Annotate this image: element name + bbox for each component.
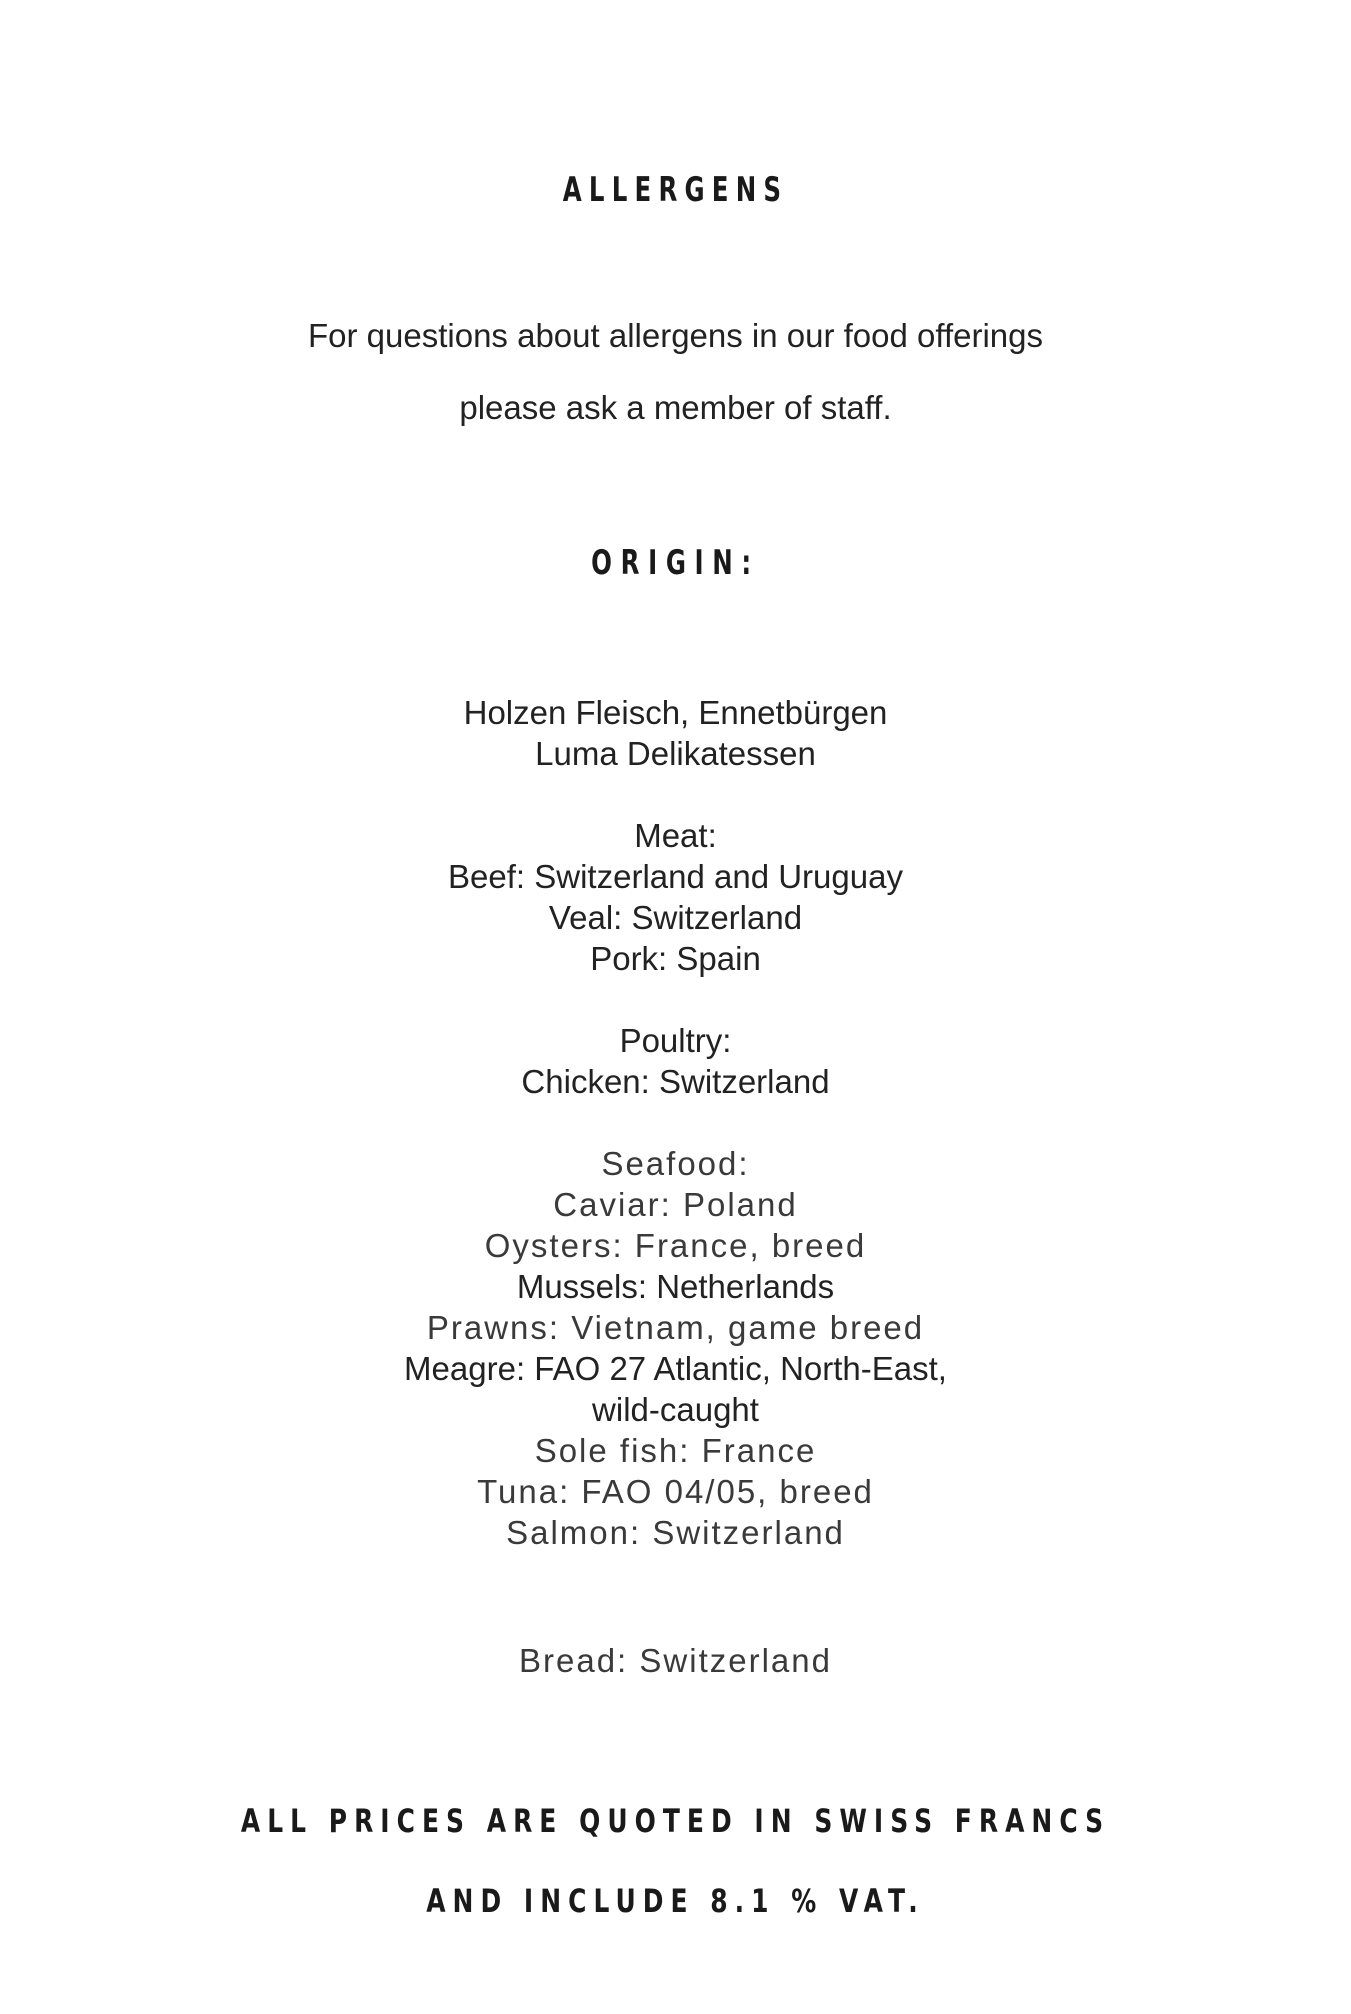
bread-origin: Bread: Switzerland [519,1642,832,1679]
origin-line: Mussels: Netherlands [516,1268,835,1305]
allergens-notice-line-1: For questions about allergens in our food offerings [307,317,1044,354]
meat-heading: Meat: [634,817,717,854]
origin-line: Beef: Switzerland and Uruguay [448,858,903,895]
seafood-block [0,1143,1351,1553]
meat-block [0,815,1351,979]
prices-notice-line-1: ALL PRICES ARE QUOTED IN SWISS FRANCS [240,1802,1111,1840]
origin-line: Salmon: Switzerland [506,1514,845,1551]
origin-line: Tuna: FAO 04/05, breed [477,1473,874,1510]
supplier-line: Holzen Fleisch, Ennetbürgen [463,694,888,731]
origin-line: wild-caught [592,1391,759,1428]
origin-line: Veal: Switzerland [548,899,803,936]
origin-line: Chicken: Switzerland [521,1063,830,1100]
origin-heading: ORIGIN: [591,543,760,583]
allergens-notice [0,300,1351,444]
origin-line: Pork: Spain [590,940,761,977]
seafood-heading: Seafood: [601,1145,750,1182]
allergens-heading: ALLERGENS [562,170,789,210]
origin-line: Sole fish: France [534,1432,817,1469]
origin-line: Caviar: Poland [553,1186,798,1223]
allergens-notice-line-2: please ask a member of staff. [459,389,892,426]
origin-line: Meagre: FAO 27 Atlantic, North-East, [404,1350,947,1387]
origin-list [0,692,1351,1594]
poultry-block [0,1020,1351,1102]
suppliers-block [0,692,1351,774]
supplier-line: Luma Delikatessen [535,735,816,772]
prices-notice-line-2: AND INCLUDE 8.1 % VAT. [426,1882,925,1920]
poultry-heading: Poultry: [619,1022,732,1059]
origin-line: Oysters: France, breed [484,1227,867,1264]
origin-line: Prawns: Vietnam, game breed [426,1309,925,1346]
